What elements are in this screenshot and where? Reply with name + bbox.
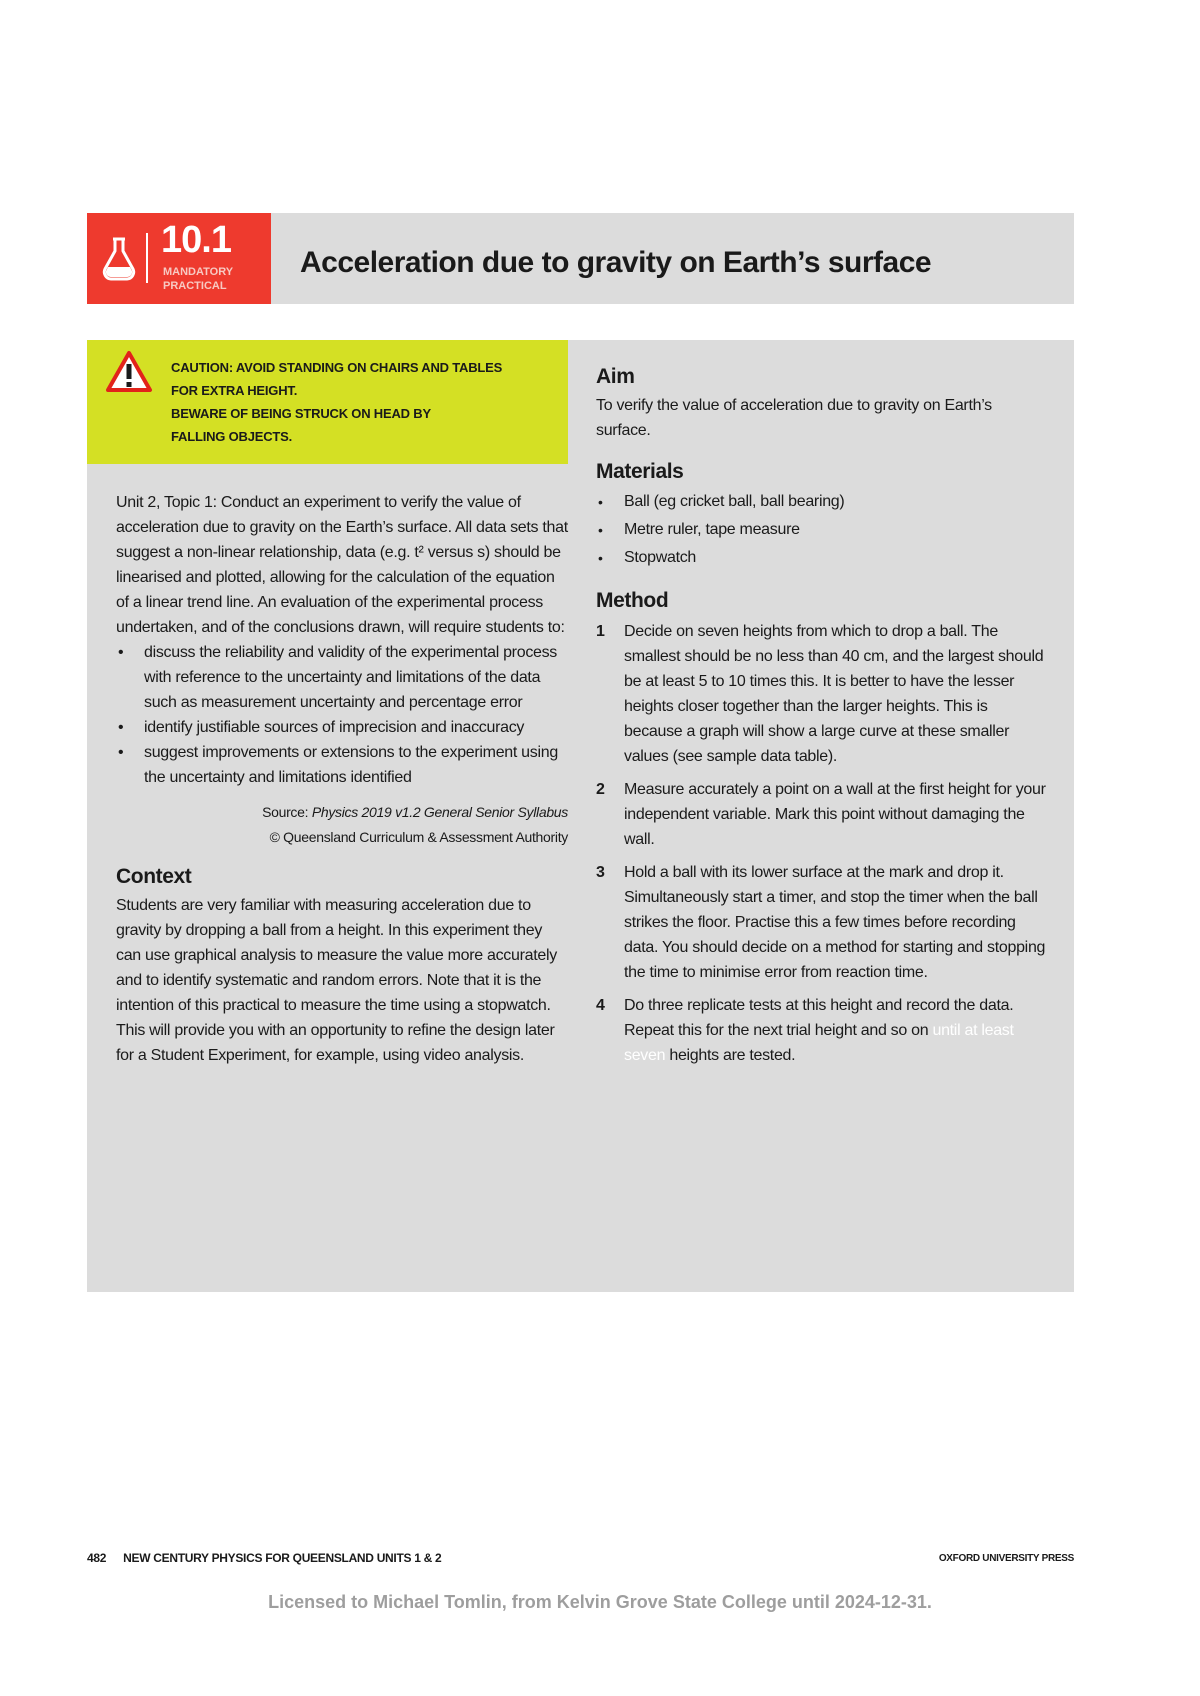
materials-heading: Materials [596, 460, 684, 483]
page-number: 482 [87, 1551, 107, 1565]
step-number: 4 [596, 997, 605, 1014]
list-item: • suggest improvements or extensions to the experiment using the uncertainty and limitations identified [116, 740, 568, 790]
method-step [596, 777, 1046, 852]
step-number: 3 [596, 864, 605, 881]
materials-list [596, 488, 1046, 572]
caution-box [87, 340, 568, 464]
badge-divider [146, 233, 148, 283]
warning-triangle-icon [105, 350, 153, 394]
book-title: NEW CENTURY PHYSICS FOR QUEENSLAND UNITS 1 & 2 [123, 1551, 442, 1565]
right-column [596, 364, 1046, 1076]
source-title: Physics 2019 v1.2 General Senior Syllabus [311, 804, 568, 820]
badge-line-2: PRACTICAL [163, 280, 227, 292]
syllabus-intro: Unit 2, Topic 1: Conduct an experiment to verify the value of acceleration due to gravity on the Earth’s surface. All data sets that suggest a non-linear relationship, data (e.g. t² versus s) should be linearised and plotted, allowing for the calculation of the equation of a linear trend line. An evaluation of the experimental process undertaken, and of the conclusions drawn, will require students to: [116, 494, 568, 636]
flask-icon [99, 237, 139, 281]
step-text: Hold a ball with its lower surface at the mark and drop it. Simultaneously start a timer, and stop the timer when the ball strikes the floor. Practise this a few times before recording data. You should decide on a method for starting and stopping the time to minimise error from reaction time. [624, 864, 1046, 981]
method-step [596, 619, 1046, 769]
source-citation [116, 800, 568, 850]
method-step [596, 860, 1046, 985]
caution-text [171, 356, 551, 448]
badge-subtitle [163, 265, 233, 293]
badge-number: 10.1 [161, 219, 231, 261]
practical-badge [87, 213, 271, 304]
license-notice: Licensed to Michael Tomlin, from Kelvin Grove State College until 2024-12-31. [268, 1592, 932, 1612]
source-prefix: Source: [262, 804, 312, 820]
method-step [596, 993, 1046, 1068]
syllabus-bullets [116, 640, 568, 790]
step-number: 2 [596, 781, 605, 798]
step-text: Decide on seven heights from which to drop a ball. The smallest should be no less than 40 cm, and the largest should be at least 5 to 10 times this. It is better to have the lesser heights closer together than the larger heights. This is because a graph will show a large curve at these smaller values (see sample data table). [624, 623, 1044, 765]
step-text: Do three replicate tests at this height and record the data. Repeat this for the next trial height and so on [624, 997, 1014, 1039]
list-item: • Metre ruler, tape measure [596, 516, 1046, 544]
source-copyright: © Queensland Curriculum & Assessment Authority [269, 829, 568, 845]
caution-line-1: CAUTION: AVOID STANDING ON CHAIRS AND TABLES [171, 360, 503, 375]
caution-line-2: FOR EXTRA HEIGHT. [171, 383, 298, 398]
caution-line-3: BEWARE OF BEING STRUCK ON HEAD BY [171, 406, 431, 421]
list-item: • Stopwatch [596, 544, 1046, 572]
list-item: • Ball (eg cricket ball, ball bearing) [596, 488, 1046, 516]
badge-line-1: MANDATORY [163, 266, 234, 278]
list-item: • discuss the reliability and validity of the experimental process with reference to the uncertainty and limitations of the data such as measurement uncertainty and percentage error [116, 640, 568, 715]
method-list [596, 619, 1046, 1068]
method-heading: Method [596, 589, 669, 612]
step-text-end: heights are tested. [665, 1047, 796, 1064]
left-column [116, 490, 568, 1068]
aim-heading: Aim [596, 365, 635, 388]
highlighted-text: until at least seven [624, 1022, 1014, 1064]
step-text: Measure accurately a point on a wall at the first height for your independent variable. Mark this point without damaging the wall. [624, 781, 1046, 848]
context-text: Students are very familiar with measuring acceleration due to gravity by dropping a ball from a height. In this experiment they can use graphical analysis to measure the value more accurately and to identify systematic and random errors. Note that it is the intention of this practical to measure the time using a stopwatch. This will provide you with an opportunity to refine the design later for a Student Experiment, for example, using video analysis. [116, 897, 557, 1064]
page-title: Acceleration due to gravity on Earth’s surface [300, 246, 932, 279]
step-number: 1 [596, 623, 605, 640]
list-item: • identify justifiable sources of imprecision and inaccuracy [116, 715, 568, 740]
aim-text: To verify the value of acceleration due to gravity on Earth’s surface. [596, 397, 992, 439]
context-heading: Context [116, 865, 192, 888]
caution-line-4: FALLING OBJECTS. [171, 429, 293, 444]
publisher: OXFORD UNIVERSITY PRESS [938, 1553, 1074, 1564]
footer-left [87, 1551, 441, 1565]
